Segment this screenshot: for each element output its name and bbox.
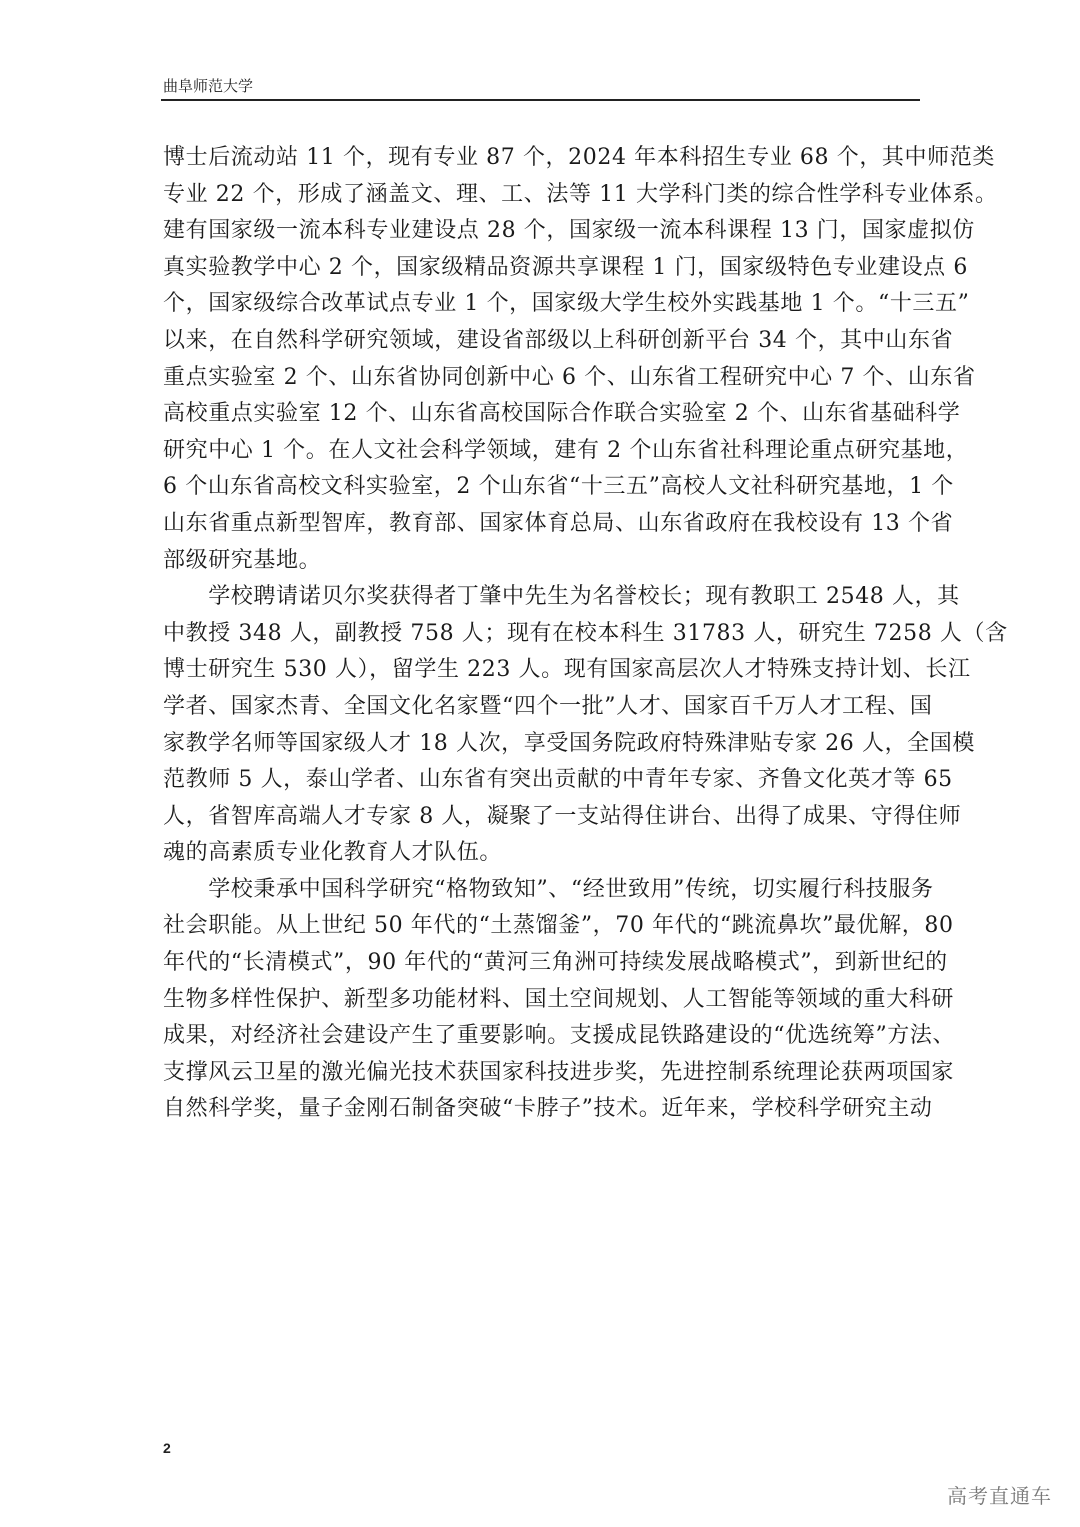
text-line: 中教授 348 人，副教授 758 人；现有在校本科生 31783 人，研究生 7258 人（含 [163, 620, 1008, 646]
text-line: 成果，对经济社会建设产生了重要影响。支援成昆铁路建设的“优选统筹”方法、 [163, 1023, 956, 1049]
text-line: 人，省智库高端人才专家 8 人，凝聚了一支站得住讲台、出得了成果、守得住师 [163, 803, 962, 829]
body-text [163, 140, 1008, 1128]
text-line: 博士后流动站 11 个，现有专业 87 个，2024 年本科招生专业 68 个，其中师范类 [163, 145, 995, 170]
text-line: 学校秉承中国科学研究“格物致知”、“经世致用”传统，切实履行科技服务 [163, 876, 934, 902]
text-line: 学校聘请诺贝尔奖获得者丁肇中先生为名誉校长；现有教职工 2548 人，其 [163, 584, 960, 610]
header-rule [161, 99, 920, 101]
text-line: 专业 22 个，形成了涵盖文、理、工、法等 11 大学科门类的综合性学科专业体系。 [163, 181, 998, 207]
text-line: 真实验教学中心 2 个，国家级精品资源共享课程 1 门，国家级特色专业建设点 6 [163, 254, 968, 280]
text-line: 自然科学奖，量子金刚石制备突破“卡脖子”技术。近年来，学校科学研究主动 [163, 1096, 933, 1122]
watermark: 高考直通车 [947, 1484, 1052, 1508]
text-line: 个，国家级综合改革试点专业 1 个，国家级大学生校外实践基地 1 个。“十三五” [163, 291, 970, 317]
text-line: 支撑风云卫星的激光偏光技术获国家科技进步奖，先进控制系统理论获两项国家 [163, 1059, 955, 1085]
text-line: 学者、国家杰青、全国文化名家暨“四个一批”人才、国家百千万人才工程、国 [163, 693, 933, 719]
text-line: 高校重点实验室 12 个、山东省高校国际合作联合实验室 2 个、山东省基础科学 [163, 401, 961, 427]
text-line: 年代的“长清模式”，90 年代的“黄河三角洲可持续发展战略模式”，到新世纪的 [163, 950, 948, 976]
text-line: 魂的高素质专业化教育人才队伍。 [163, 840, 503, 866]
text-line: 家教学名师等国家级人才 18 人次，享受国务院政府特殊津贴专家 26 人，全国模 [163, 730, 975, 756]
text-line: 研究中心 1 个。在人文社会科学领域，建有 2 个山东省社科理论重点研究基地， [163, 437, 969, 463]
text-line: 范教师 5 人，泰山学者、山东省有突出贡献的中青年专家、齐鲁文化英才等 65 [163, 767, 953, 793]
text-line: 博士研究生 530 人），留学生 223 人。现有国家高层次人才特殊支持计划、长江 [163, 657, 971, 683]
text-line: 6 个山东省高校文科实验室，2 个山东省“十三五”高校人文社科研究基地，1 个 [163, 474, 954, 500]
text-line: 建有国家级一流本科专业建设点 28 个，国家级一流本科课程 13 门，国家虚拟仿 [163, 218, 975, 244]
text-line: 重点实验室 2 个、山东省协同创新中心 6 个、山东省工程研究中心 7 个、山东省 [163, 364, 976, 390]
text-line: 以来，在自然科学研究领域，建设省部级以上科研创新平台 34 个，其中山东省 [163, 327, 954, 353]
page-header-title: 曲阜师范大学 [163, 77, 254, 95]
page-number: 2 [163, 1440, 171, 1456]
text-line: 部级研究基地。 [163, 547, 322, 573]
text-line: 山东省重点新型智库，教育部、国家体育总局、山东省政府在我校设有 13 个省 [163, 510, 954, 536]
text-line: 生物多样性保护、新型多功能材料、国土空间规划、人工智能等领域的重大科研 [163, 986, 955, 1012]
text-line: 社会职能。从上世纪 50 年代的“土蒸馏釜”，70 年代的“跳流鼻坎”最优解，80 [163, 913, 954, 939]
